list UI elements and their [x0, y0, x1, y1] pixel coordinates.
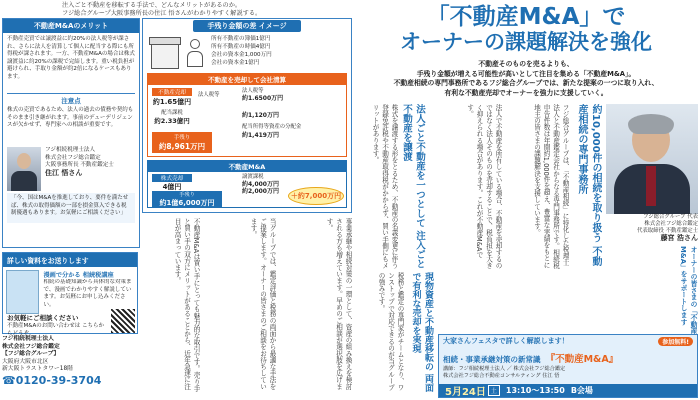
ma-tax2: 約2,000万円 [242, 188, 279, 195]
sumie-org2: 株式会社フジ総合鑑定 [45, 154, 101, 161]
ma-price: 4億円 [162, 183, 182, 191]
seminar-banner-row [439, 335, 697, 347]
president-caption [606, 214, 698, 242]
takehome1 [152, 132, 212, 153]
seminar-title [439, 347, 697, 366]
seminar-time: 13:10～13:50 [505, 386, 565, 395]
note-body: 株式の売買であるため、法人の過去の債務や契約もそのまま引き継がれます。事前のデューデリジェンスが欠かせず、専門家への相談が重要です。 [7, 107, 134, 128]
ma-scenario [147, 160, 347, 208]
owner-icon [185, 35, 205, 69]
sumie-name: 住江 悟さん [45, 168, 83, 177]
corp-income-val: 約1.6500万円 [242, 95, 284, 102]
brochure-title: 詳しい資料をお送りします [3, 253, 137, 267]
column-c7: 税務と鑑定の専門家がチームとなり、ワンストップで対応できるのが当グループの強みです。 [377, 272, 404, 391]
lead-line2: 手残り金額が増える可能性が高いとして注目を集める「不動産M&A」。 [416, 69, 636, 78]
sumie-role: 大阪事務所長 不動産鑑定士 [45, 162, 114, 168]
main-title-line1: 「不動産M&A」で [426, 4, 626, 30]
column-c2: 法人で不動産を所有している場合、不動産を売却するのではなく法人そのものを売却することで、税負担を大きく抑えられる場合があります。これが不動産M&Aです。 [465, 104, 502, 269]
president-quote: オーナーの皆さまの「不動産M&A」をサポートします [679, 246, 697, 335]
dividend-label: 配当課税 [161, 110, 183, 116]
column-c5: 当グループでは、鑑定評価と税務の両面から最適な手法をご提案します。オーナーの皆さまのご相談をお待ちしています。 [249, 218, 276, 390]
diagram-title: 手残り金額の差 イメージ [193, 20, 300, 32]
sale-scenario [147, 73, 347, 157]
vertical-head-3: 現物資産と不動産移転の 両面で有利な売却を実現 [410, 272, 433, 393]
sumie-photo [7, 147, 41, 191]
president-org2: 株式会社フジ総合鑑定 [644, 221, 698, 227]
brochure-box [2, 252, 138, 337]
merit-body: 不動産売買では譲渡益に約20%の法人税等が課され、さらに法人を清算して個人に配当する際にも所得税が課されます。一方、不動産M&Aの場合は株式譲渡益に約20%の課税で完結します。重い税負担が避けられ、手取り金額が約2倍になるケースもあります。 [7, 36, 135, 80]
seminar-speaker-line2: 株式会社フジ総合不動産コンサルティング 住江 悟 [443, 373, 560, 379]
takehome2-label: 手残り [179, 192, 195, 198]
company-phone-number: 0120-39-3704 [15, 373, 102, 387]
holding-0: 所有不動産の簿価1億円 [211, 36, 271, 42]
company-address2: 新大阪トラストタワー18階 [2, 366, 73, 372]
free-badge: 参加無料! [658, 337, 693, 346]
seminar-speaker-line1: 講師：フジ相続税理士法人 ／ 株式会社フジ総合鑑定 [443, 366, 566, 372]
ma-header: 不動産M&A [148, 161, 346, 172]
liquidation-label: 配当所得等資産の分配金 [242, 124, 302, 130]
contact-title-text: お気軽に [7, 314, 33, 322]
diagram-title-row [143, 19, 351, 33]
seminar-title-pre: 相続・事業承継対策の新常識 [443, 355, 541, 364]
seminar-title-main: 『不動産M&A』 [545, 354, 619, 365]
sale-label: 不動産売却 [152, 88, 192, 96]
president-org: フジ総合グループ 代表 [643, 214, 698, 220]
seminar-speaker [439, 366, 697, 380]
column-c6: 事業承継や相続対策の一環として、資産の組み換えを検討される方も増えています。早めのご相談が選択肢を広げます。 [325, 218, 352, 390]
note-title: 注意点 [61, 97, 81, 105]
holding-3: 会社の資本金1億円 [211, 60, 260, 66]
contact-sub-text: ご相談ください [33, 314, 79, 322]
seminar-banner: 大家さんフェスタで詳しく解説します！ [443, 337, 569, 345]
top-intro-line1: 注入ごと不動産を移転する手法で、どんなメリットがあるのか。 [62, 2, 242, 9]
ma-tax-block [242, 174, 279, 195]
company-name2: 株式会社フジ総合鑑定 [2, 343, 60, 350]
top-intro [62, 2, 322, 18]
seminar-date-bar [439, 384, 697, 397]
dividend-tax: 約1,120万円 [242, 112, 279, 119]
liquidation-val: 約1,419万円 [242, 132, 279, 139]
company-info [2, 336, 138, 398]
president-role: 代表取締役 不動産鑑定士 [636, 228, 698, 234]
seminar-weekday: 土 [488, 385, 500, 396]
diff-badge: ＋約7,000万円 [288, 187, 344, 205]
merit-box [2, 18, 140, 248]
sale-note: 法人税等 [198, 92, 220, 98]
company-phone[interactable] [2, 374, 138, 387]
seminar-venue: B会場 [570, 386, 593, 395]
company-address: 大阪府大阪市北区 [2, 358, 49, 365]
lead-line1: 不動産そのものを売るよりも、 [478, 60, 574, 68]
contact-title [7, 313, 79, 322]
holdings-list [205, 35, 272, 71]
company-group: 【フジ総合グループ】 [2, 351, 60, 357]
corp-income-block [242, 88, 283, 102]
lead-line4: 有利な不動産売却でオーナーを強力に支援していく。 [444, 88, 608, 97]
holding-2: 会社の資本金1,000万円 [211, 52, 272, 58]
sumie-org: フジ相続税理士法人 [45, 147, 96, 153]
sale-header: 不動産を売却して会社清算 [148, 74, 346, 85]
main-title-line2: オーナーの課題解決を強化 [400, 30, 652, 54]
dividend-val: 約2.33億円 [154, 117, 190, 125]
book-title: 漫画で分かる 相続税講座 [43, 272, 114, 279]
takehome2 [152, 191, 222, 208]
column-c3: 株式を譲渡する形をとるため、不動産の名義変更に伴う登録免許税や不動産取得税がかからず、買い手側にもメリットがあります。 [371, 104, 398, 269]
holdings-row [143, 33, 351, 73]
column-c1: フジ総合グループは、「不動産相続」に特化した税理士法人と不動産鑑定会社からなる専門事務所です。相続税申告件数は年間約1,000件を超え、豊富な実績をもとに地主の皆さまの課題解決を支援しています。 [532, 104, 569, 269]
sale-tax: 約1.65億円 [152, 98, 192, 106]
diagram-box [142, 18, 352, 213]
ma-tax-label: 譲渡課税 [242, 174, 264, 180]
vertical-head-2: 法人ごと不動産を一つとして 注入ごと不動産を譲渡 [401, 104, 425, 269]
contact-note: 不動産M&Aのお問い合わせは こちらからどうぞ。 [7, 323, 105, 337]
ma-label: 株式売却 [152, 174, 192, 182]
book-cover [6, 270, 39, 314]
brochure-desc: 相続の基礎知識から具体的な対策まで、漫画でわかりやすく解説しています。お気軽にお申し込みください。 [43, 279, 132, 308]
qr-code-icon[interactable] [111, 309, 135, 333]
phone-icon: ☎ [2, 373, 16, 387]
vertical-head-1: 約10,000件の相続を取り扱う 不動産相続の専門事務所 [576, 104, 601, 267]
column-c4: 不動産M&Aは買い手にとっても魅力的な取引です。売り手と買い手の双方にメリットがあることから、近年急速に注目が高まっています。 [173, 218, 200, 392]
president-photo [606, 104, 698, 214]
ma-tax: 約4,000万円 [242, 181, 279, 188]
takehome1-label: 手残り [173, 135, 191, 141]
corp-income: 法人税等 [242, 88, 264, 94]
sumie-profile [3, 145, 139, 193]
lead [356, 60, 696, 98]
company-name: フジ相続税理士法人 [2, 336, 54, 342]
merit-title: 不動産M&Aのメリット [3, 19, 139, 33]
takehome2-val: 約1億6,000万円 [159, 199, 215, 207]
sumie-quote: 「今、国はM&Aを推進しており、要件を満たせば、株式の取得価額の一部を損金算入できる税制優遇もあります。お気軽にご相談ください」 [7, 193, 135, 223]
seminar-box [438, 334, 698, 398]
takehome1-val: 約8,961万円 [158, 142, 206, 151]
seminar-date: 5月24日 [445, 387, 486, 398]
building-icon [147, 35, 185, 69]
top-intro-line2: フジ総合グループ大阪事務所長の住江 悟さんがわかりやすく解説する。 [62, 10, 262, 17]
main-title [356, 4, 696, 54]
holding-1: 所有不動産の時価4億円 [211, 44, 271, 50]
president-name: 藤宮 浩さん [660, 234, 698, 242]
lead-line3: 不動産相続の専門事務所であるフジ総合グループでは、新たな提案の一つに取り入れ、 [393, 79, 659, 87]
